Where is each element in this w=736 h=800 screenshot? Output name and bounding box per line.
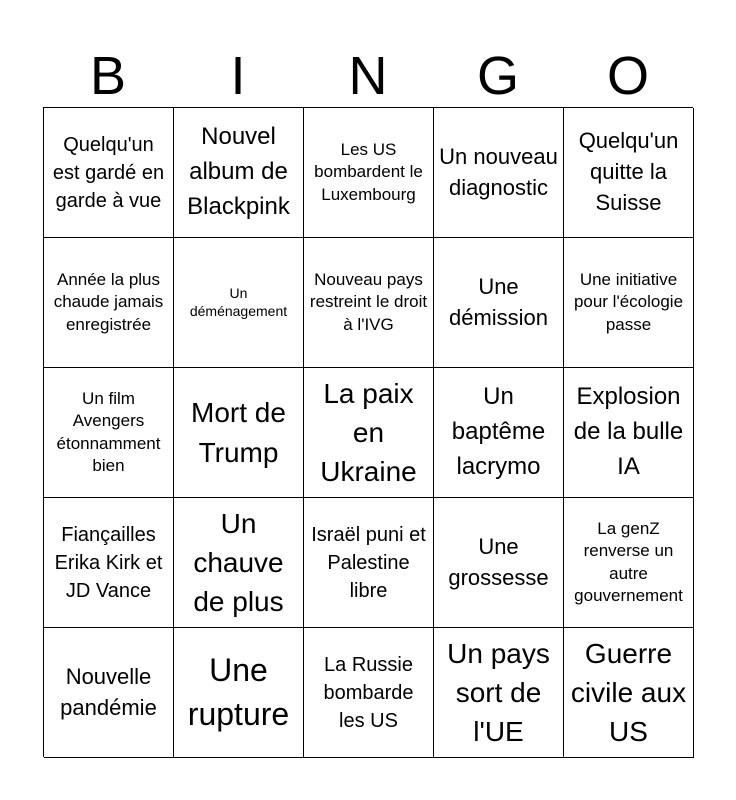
bingo-cell[interactable]: [564, 498, 694, 628]
bingo-cell-text: Quelqu'un est gardé en garde à vue: [52, 133, 165, 212]
bingo-cell-text: Une initiative pour l'écologie passe: [573, 270, 684, 334]
bingo-cell[interactable]: [304, 238, 434, 368]
bingo-cell[interactable]: [564, 238, 694, 368]
bingo-cell-text: Un baptême lacrymo: [451, 383, 546, 480]
bingo-cell[interactable]: [434, 628, 564, 758]
bingo-cell-text: Nouvelle pandémie: [60, 663, 157, 720]
header-letter-i: I: [230, 46, 246, 106]
bingo-cell-text: Un pays sort de l'UE: [447, 637, 550, 748]
bingo-cell-text: Quelqu'un quitte la Suisse: [578, 128, 679, 215]
bingo-cell[interactable]: [44, 628, 174, 758]
bingo-cell-text: Un film Avengers étonnamment bien: [56, 389, 161, 475]
bingo-cell[interactable]: [304, 628, 434, 758]
bingo-grid: [43, 107, 693, 757]
bingo-cell-text: Année la plus chaude jamais enregistrée: [53, 270, 164, 334]
header-letter-g: G: [476, 46, 519, 106]
bingo-cell[interactable]: [174, 368, 304, 498]
bingo-cell-text: Israël puni et Palestine libre: [311, 523, 426, 602]
bingo-cell[interactable]: [44, 498, 174, 628]
bingo-cell-text: Un nouveau diagnostic: [439, 143, 558, 200]
bingo-cell[interactable]: [304, 498, 434, 628]
bingo-cell-text: La genZ renverse un autre gouvernement: [574, 519, 683, 605]
bingo-cell-text: Une démission: [448, 273, 549, 330]
bingo-cell[interactable]: [434, 108, 564, 238]
bingo-cell-text: Une rupture: [187, 652, 290, 732]
bingo-cell[interactable]: [304, 368, 434, 498]
bingo-cell[interactable]: [434, 368, 564, 498]
bingo-cell-text: Nouvel album de Blackpink: [187, 123, 290, 220]
bingo-cell-text: Les US bombardent le Luxembourg: [314, 140, 423, 204]
bingo-header: [43, 44, 693, 108]
bingo-cell-text: Un déménagement: [189, 285, 288, 319]
bingo-cell-text: Guerre civile aux US: [570, 637, 687, 748]
bingo-cell[interactable]: [44, 238, 174, 368]
bingo-cell[interactable]: [434, 238, 564, 368]
bingo-cell-text: Une grossesse: [448, 533, 549, 590]
header-letter-n: N: [348, 46, 388, 106]
bingo-cell[interactable]: [44, 108, 174, 238]
bingo-cell-text: Explosion de la bulle IA: [573, 383, 684, 480]
bingo-cell-text: Un chauve de plus: [193, 507, 284, 618]
bingo-cell[interactable]: [44, 368, 174, 498]
bingo-cell[interactable]: [174, 238, 304, 368]
header-letter-o: O: [606, 46, 649, 106]
bingo-cell[interactable]: [564, 628, 694, 758]
bingo-cell[interactable]: [174, 498, 304, 628]
bingo-cell-text: Mort de Trump: [191, 397, 286, 468]
bingo-cell-text: La Russie bombarde les US: [323, 653, 414, 732]
bingo-cell[interactable]: [434, 498, 564, 628]
bingo-cell-text: La paix en Ukraine: [320, 377, 417, 488]
bingo-cell[interactable]: [174, 108, 304, 238]
bingo-cell-text: Nouveau pays restreint le droit à l'IVG: [309, 270, 428, 334]
bingo-cell-text: Fiançailles Erika Kirk et JD Vance: [54, 523, 163, 602]
bingo-cell[interactable]: [564, 368, 694, 498]
bingo-cell[interactable]: [174, 628, 304, 758]
bingo-cell[interactable]: [564, 108, 694, 238]
header-letter-b: B: [89, 46, 127, 106]
bingo-cell[interactable]: [304, 108, 434, 238]
